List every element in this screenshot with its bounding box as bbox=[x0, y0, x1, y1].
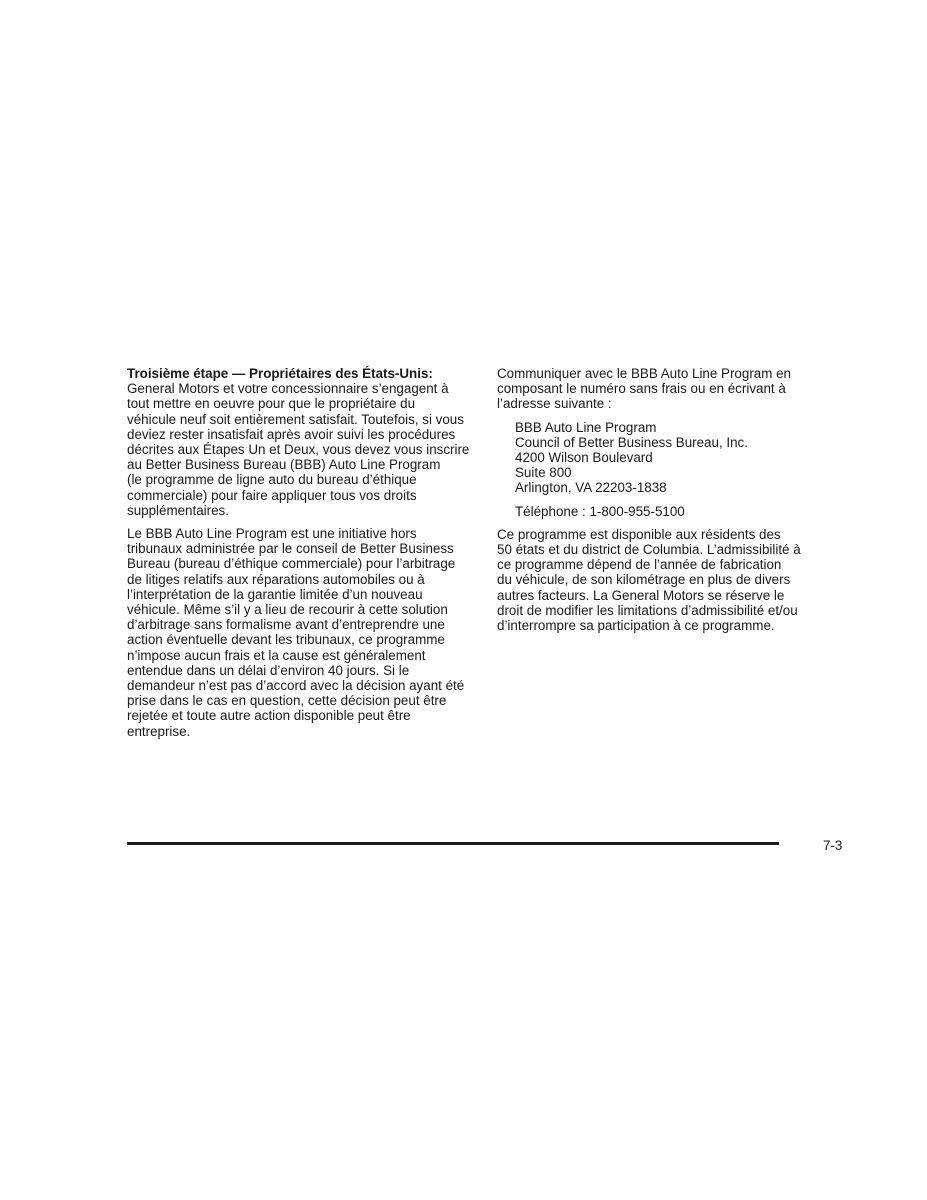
text-line: Communiquer avec le BBB Auto Line Program en bbox=[497, 366, 792, 381]
text-line: n’impose aucun frais et la cause est généralement bbox=[127, 647, 426, 663]
text-line: de litiges relatifs aux réparations automobiles ou à bbox=[127, 571, 425, 587]
address-line: Council of Better Business Bureau, Inc. bbox=[515, 434, 748, 450]
third-step-paragraph bbox=[127, 366, 477, 518]
text-line: rejetée et toute autre action disponible peut être bbox=[127, 708, 411, 724]
text-line: au Better Business Bureau (BBB) Auto Line Program bbox=[127, 457, 441, 473]
text-line: l’interprétation de la garantie limitée d’un nouveau bbox=[127, 586, 423, 602]
eligibility-paragraph bbox=[497, 527, 822, 633]
mailing-address bbox=[497, 420, 822, 496]
text-line: 50 états et du district de Columbia. L’admissibilité à bbox=[497, 542, 801, 558]
text-line: Ce programme est disponible aux résidents des bbox=[497, 526, 781, 542]
contact-intro-paragraph bbox=[497, 366, 822, 412]
text-line: deviez rester insatisfait après avoir suivi les procédures bbox=[127, 426, 456, 442]
footer-rule bbox=[127, 842, 779, 845]
text-line: ce programme dépend de l’année de fabrication bbox=[497, 557, 782, 573]
text-line: commerciale) pour faire appliquer tous vos droits bbox=[127, 487, 417, 503]
text-line: tribunaux administrée par le conseil de Better Business bbox=[127, 541, 454, 557]
text-line: composant le numéro sans frais ou en écrivant à bbox=[497, 381, 786, 397]
text-line: véhicule. Même s’il y a lieu de recourir à cette solution bbox=[127, 602, 448, 618]
text-line: demandeur n’est pas d’accord avec la décision ayant été bbox=[127, 678, 465, 694]
phone-line: Téléphone : 1-800-955-5100 bbox=[515, 503, 685, 519]
text-line: supplémentaires. bbox=[127, 502, 229, 518]
text-line: droit de modifier les limitations d’admissibilité et/ou bbox=[497, 602, 798, 618]
text-line: du véhicule, de son kilométrage en plus de divers bbox=[497, 572, 791, 588]
text-line: (le programme de ligne auto du bureau d’éthique bbox=[127, 472, 417, 488]
text-line: tout mettre en oeuvre pour que le propriétaire du bbox=[127, 396, 416, 412]
left-column bbox=[127, 366, 477, 747]
text-line: prise dans le cas en question, cette décision peut être bbox=[127, 693, 447, 709]
text-line: véhicule neuf soit entièrement satisfait. Toutefois, si vous bbox=[127, 411, 464, 427]
right-column bbox=[497, 366, 822, 641]
text-line: Le BBB Auto Line Program est une initiative hors bbox=[127, 526, 417, 542]
address-line: 4200 Wilson Boulevard bbox=[515, 450, 653, 466]
address-line: Suite 800 bbox=[515, 465, 572, 481]
text-line: action éventuelle devant les tribunaux, ce programme bbox=[127, 632, 445, 648]
section-heading: Troisième étape — Propriétaires des États-Unis: bbox=[127, 366, 433, 381]
address-line: Arlington, VA 22203-1838 bbox=[515, 480, 667, 496]
text-line: Bureau (bureau d’éthique commerciale) pour l’arbitrage bbox=[127, 556, 456, 572]
text-line: d’interrompre sa participation à ce programme. bbox=[497, 618, 775, 634]
page-number: 7-3 bbox=[823, 838, 843, 853]
text-line: General Motors et votre concessionnaire s’engagent à bbox=[127, 381, 449, 397]
text-line: d’arbitrage sans formalisme avant d’entreprendre une bbox=[127, 617, 445, 633]
text-line: autres facteurs. La General Motors se réserve le bbox=[497, 587, 785, 603]
text-line: entreprise. bbox=[127, 723, 191, 739]
phone-number bbox=[497, 504, 822, 519]
text-line: entendue dans un délai d’environ 40 jours. Si le bbox=[127, 662, 410, 678]
text-line: décrites aux Étapes Un et Deux, vous devez vous inscrire bbox=[127, 442, 470, 458]
bbb-program-paragraph bbox=[127, 526, 477, 739]
address-line: BBB Auto Line Program bbox=[515, 419, 657, 435]
text-line: l’adresse suivante : bbox=[497, 396, 612, 412]
